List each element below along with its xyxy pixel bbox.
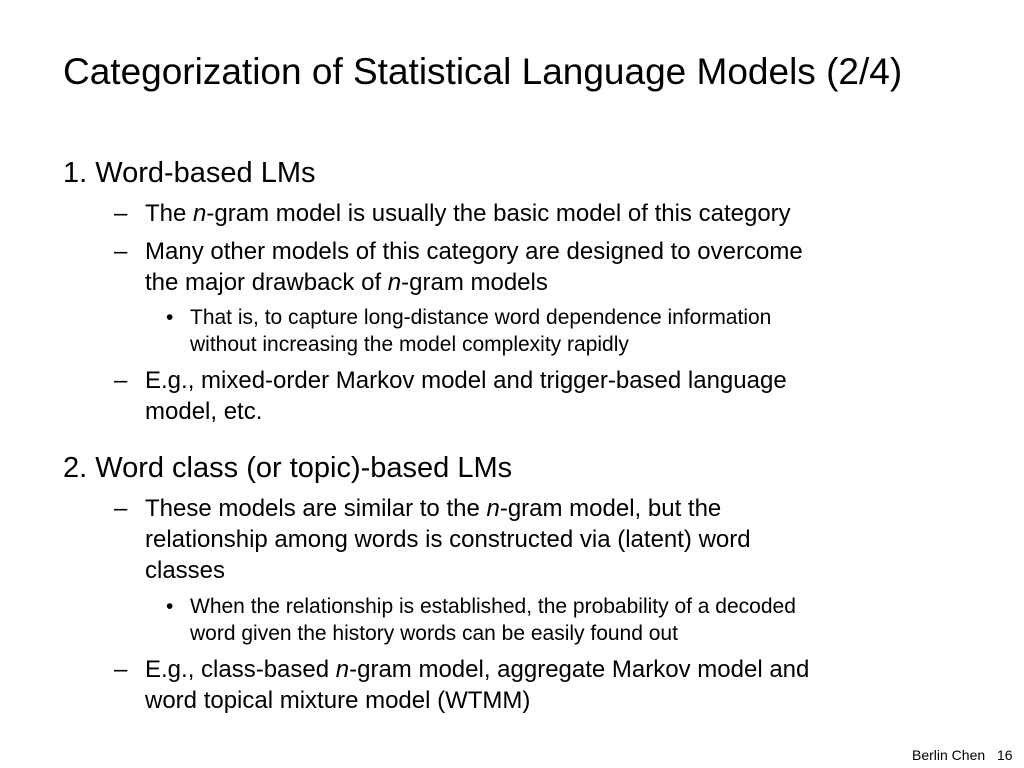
subitem-line-2: without increasing the model complexity rapidly (190, 333, 629, 356)
subitem-line-1: When the relationship is established, the probability of a decoded (190, 595, 796, 618)
dash-bullet: – (114, 367, 128, 394)
footer-author: Berlin Chen (912, 747, 986, 763)
slide-title: Categorization of Statistical Language Models (2/4) (63, 51, 903, 92)
dash-bullet: – (114, 656, 128, 683)
item-line-2: model, etc. (145, 398, 263, 425)
item-line-2: relationship among words is constructed via (latent) word (145, 526, 751, 553)
section-1-subitem (166, 304, 772, 358)
section-2-item-2 (114, 654, 810, 716)
section-2-item-1 (114, 493, 751, 586)
section-2-subitem (166, 593, 796, 647)
dash-bullet: – (114, 200, 128, 227)
item-line-2: word topical mixture model (WTMM) (145, 687, 531, 714)
section-2-heading: 2. Word class (or topic)-based LMs (63, 452, 513, 484)
item-line-1: E.g., class-based n-gram model, aggregate Markov model and (145, 656, 810, 683)
dot-bullet: • (166, 595, 174, 618)
section-1-item-2 (114, 236, 803, 298)
item-line-1: These models are similar to the n-gram model, but the (145, 495, 722, 522)
section-1-item-1 (114, 198, 791, 229)
subitem-line-1: That is, to capture long-distance word dependence information (190, 306, 772, 329)
section-1-heading: 1. Word-based LMs (63, 157, 316, 189)
section-1-item-3 (114, 365, 787, 427)
item-text: The n-gram model is usually the basic model of this category (145, 200, 791, 227)
footer-page-number: 16 (997, 747, 1013, 763)
subitem-line-2: word given the history words can be easily found out (190, 622, 678, 645)
dot-bullet: • (166, 306, 174, 329)
dash-bullet: – (114, 238, 128, 265)
item-line-1: Many other models of this category are designed to overcome (145, 238, 803, 265)
dash-bullet: – (114, 495, 128, 522)
item-line-2: the major drawback of n-gram models (145, 269, 548, 296)
item-line-1: E.g., mixed-order Markov model and trigger-based language (145, 367, 787, 394)
item-line-3: classes (145, 557, 226, 584)
